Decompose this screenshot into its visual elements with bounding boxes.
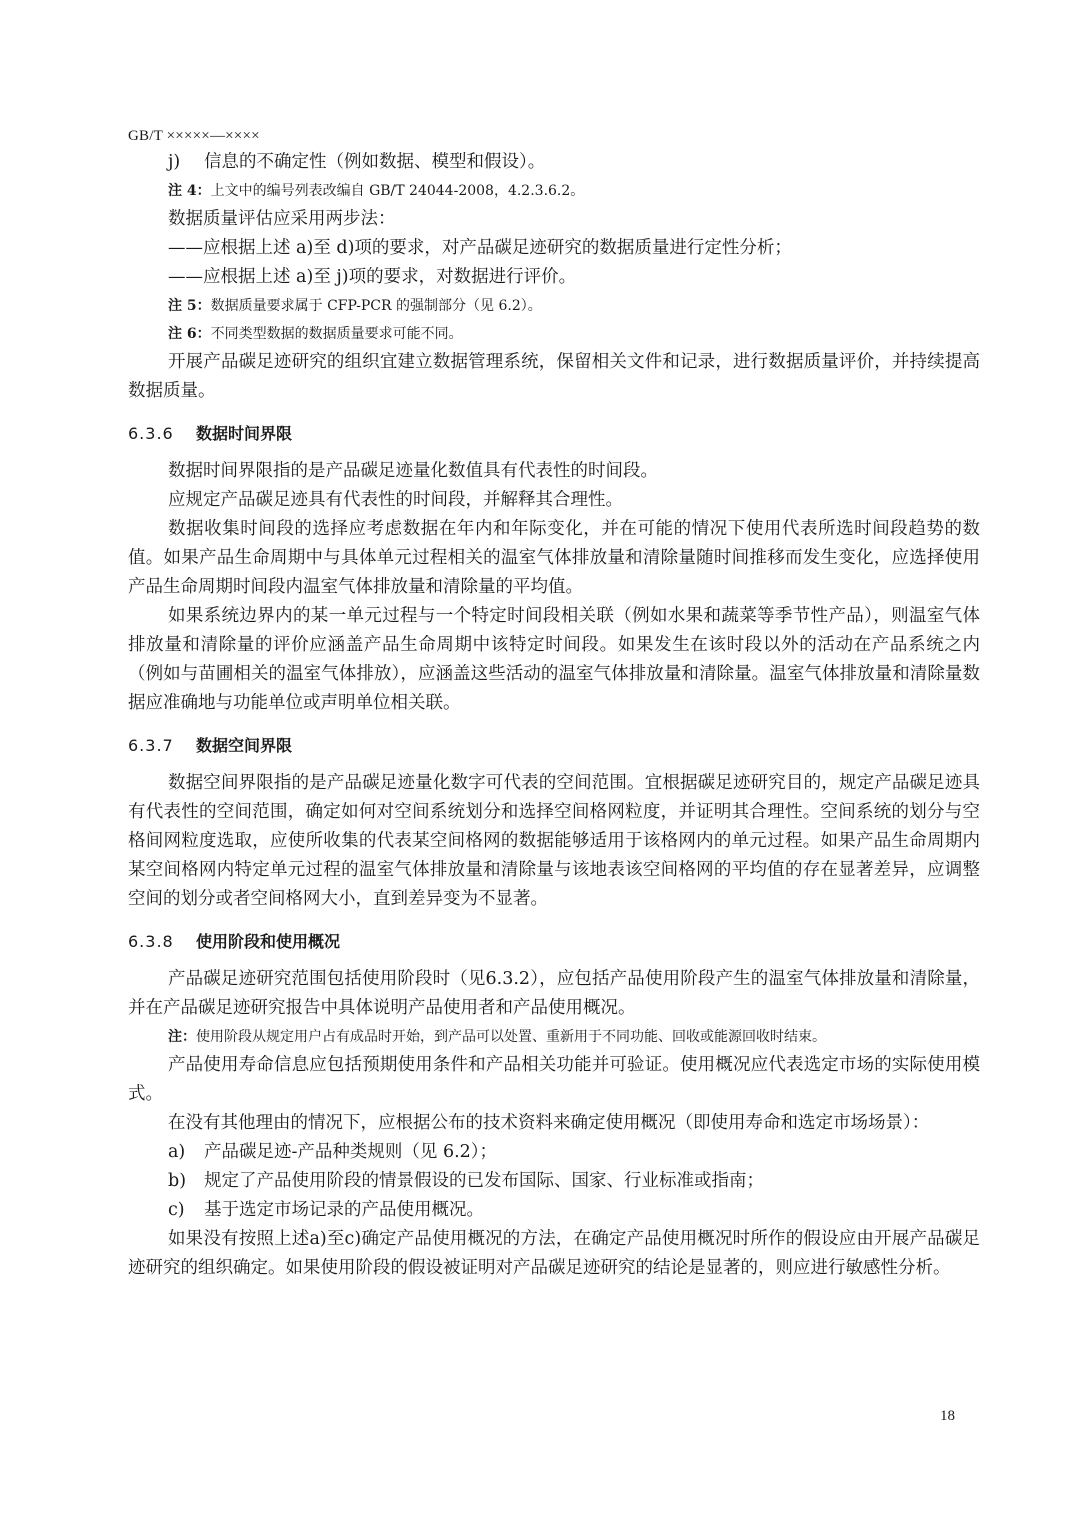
list-item-text: 信息的不确定性（例如数据、模型和假设）。 — [204, 152, 546, 172]
list-item-text: 规定了产品使用阶段的情景假设的已发布国际、国家、行业标准或指南； — [204, 1171, 764, 1191]
paragraph-two-steps: 数据质量评估应采用两步法： — [168, 209, 396, 229]
list-item-j — [128, 148, 980, 177]
paragraph-data-management: 开展产品碳足迹研究的组织宜建立数据管理系统，保留相关文件和记录，进行数据质量评价，并持续提高数据质量。 — [128, 352, 980, 401]
note-4 — [128, 177, 980, 205]
list-item-text: 产品碳足迹-产品种类规则（见 6.2）； — [204, 1142, 498, 1162]
section-heading-6-3-7 — [128, 732, 980, 760]
note-label: 注 4： — [168, 183, 211, 199]
note-text: 上文中的编号列表改编自 GB/T 24044-2008，4.2.3.6.2。 — [210, 183, 585, 199]
note-6 — [128, 320, 980, 348]
list-item-marker: c) — [168, 1200, 185, 1220]
list-item-marker: j) — [168, 152, 181, 172]
note-text: 不同类型数据的数据质量要求可能不同。 — [210, 326, 463, 342]
note-label: 注 6： — [168, 326, 211, 342]
list-item-marker: a) — [168, 1142, 186, 1162]
list-item-marker: b) — [168, 1171, 187, 1191]
section-heading-6-3-8 — [128, 928, 980, 956]
list-item-b — [128, 1167, 980, 1196]
note-5 — [128, 292, 980, 320]
note-text: 使用阶段从规定用户占有成品时开始，到产品可以处置、重新用于不同功能、回收或能源回收时结束。 — [196, 1029, 826, 1045]
dash-item-1: ——应根据上述 a)至 d)项的要求，对产品碳足迹研究的数据质量进行定性分析； — [168, 238, 792, 258]
section-number: 6.3.8 — [128, 932, 174, 951]
page-number: 18 — [940, 1408, 955, 1424]
section-title: 数据时间界限 — [196, 424, 293, 443]
section-number: 6.3.6 — [128, 424, 174, 443]
dash-item-2: ——应根据上述 a)至 j)项的要求，对数据进行评价。 — [168, 267, 577, 287]
paragraph: 在没有其他理由的情况下，应根据公布的技术资料来确定使用概况（即使用寿命和选定市场场景）： — [168, 1113, 930, 1133]
note-use-stage — [128, 1023, 980, 1051]
note-label: 注 5： — [168, 298, 211, 314]
section-title: 数据空间界限 — [196, 736, 293, 755]
paragraph: 产品使用寿命信息应包括预期使用条件和产品相关功能并可验证。使用概况应代表选定市场的实际使用模式。 — [128, 1055, 980, 1104]
paragraph: 数据时间界限指的是产品碳足迹量化数值具有代表性的时间段。 — [168, 461, 658, 481]
note-label: 注： — [168, 1029, 196, 1045]
section-heading-6-3-6 — [128, 420, 980, 448]
paragraph: 如果系统边界内的某一单元过程与一个特定时间段相关联（例如水果和蔬菜等季节性产品），则温室气体排放量和清除量的评价应涵盖产品生命周期中该特定时间段。如果发生在该时段以外的活动在产品系统之内（例如与苗圃相关的温室气体排放），应涵盖这些活动的温室气体排放量和清除量。温室气体排放量和清除量数据应准确地与功能单位或声明单位相关联。 — [128, 606, 980, 713]
list-item-c — [128, 1196, 980, 1225]
section-title: 使用阶段和使用概况 — [196, 932, 341, 951]
paragraph: 数据收集时间段的选择应考虑数据在年内和年际变化，并在可能的情况下使用代表所选时间段趋势的数值。如果产品生命周期中与具体单元过程相关的温室气体排放量和清除量随时间推移而发生变化，应选择使用产品生命周期时间段内温室气体排放量和清除量的平均值。 — [128, 519, 980, 597]
list-item-text: 基于选定市场记录的产品使用概况。 — [204, 1200, 484, 1220]
paragraph: 如果没有按照上述a)至c)确定产品使用概况的方法，在确定产品使用概况时所作的假设应由开展产品碳足迹研究的组织确定。如果使用阶段的假设被证明对产品碳足迹研究的结论是显著的，则应进行敏感性分析。 — [128, 1229, 980, 1278]
paragraph: 产品碳足迹研究范围包括使用阶段时（见6.3.2），应包括产品使用阶段产生的温室气体排放量和清除量，并在产品碳足迹研究报告中具体说明产品使用者和产品使用概况。 — [128, 969, 980, 1018]
page-content — [128, 148, 980, 1283]
note-text: 数据质量要求属于 CFP-PCR 的强制部分（见 6.2）。 — [210, 298, 542, 314]
standard-code-header: GB/T ×××××—×××× — [128, 128, 260, 144]
list-item-a — [128, 1138, 980, 1167]
section-number: 6.3.7 — [128, 736, 174, 755]
paragraph: 数据空间界限指的是产品碳足迹量化数字可代表的空间范围。宜根据碳足迹研究目的，规定产品碳足迹具有代表性的空间范围，确定如何对空间系统划分和选择空间格网粒度，并证明其合理性。空间系统的划分与空格间网粒度选取，应使所收集的代表某空间格网的数据能够适用于该格网内的单元过程。如果产品生命周期内某空间格网内特定单元过程的温室气体排放量和清除量与该地表该空间格网的平均值的存在显著差异，应调整空间的划分或者空间格网大小，直到差异变为不显著。 — [128, 773, 980, 909]
paragraph: 应规定产品碳足迹具有代表性的时间段，并解释其合理性。 — [168, 490, 623, 510]
